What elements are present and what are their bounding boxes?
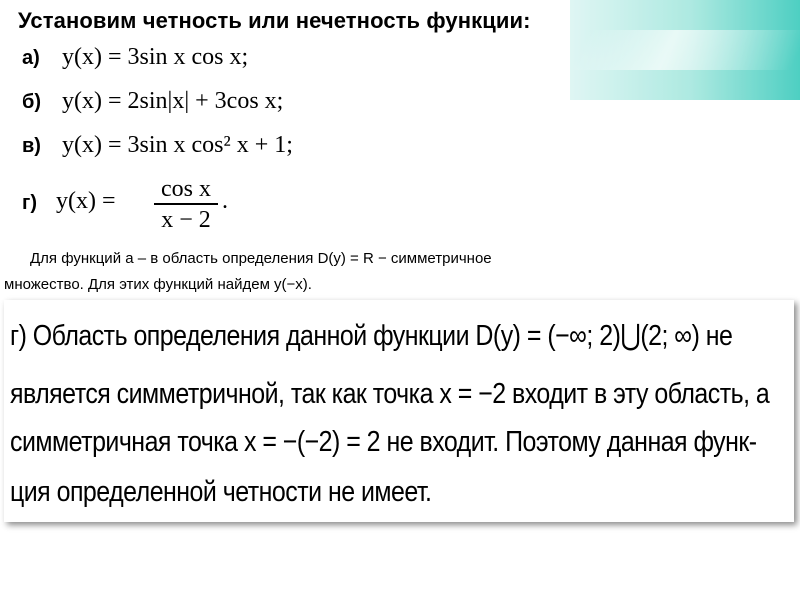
solution-line-4: ция определенной четности не имеет. (10, 476, 432, 508)
task-b-formula: y(x) = 2sin|x| + 3cos x; (62, 88, 284, 114)
solution-line-1: г) Область определения данной функции D(y) = (−∞; 2)⋃(2; ∞) не (10, 320, 733, 352)
task-v-label: в) (22, 135, 41, 157)
task-g-lhs: y(x) = (56, 188, 116, 214)
task-g-denominator: x − 2 (161, 207, 211, 233)
task-g-period: . (222, 188, 228, 214)
task-title: Установим четность или нечетность функции: (18, 8, 531, 33)
task-v (22, 132, 293, 159)
domain-note-line-1: Для функций а – в область определения D(y) = R − симметричное (30, 250, 492, 267)
domain-note (0, 244, 640, 300)
task-g-fraction (154, 176, 218, 235)
task-g-label: г) (22, 192, 37, 214)
domain-note-line-2: множество. Для этих функций найдем y(−x). (4, 276, 312, 293)
solution-block (4, 300, 794, 522)
task-b (22, 88, 283, 115)
task-g-numerator: cos x (154, 176, 218, 205)
task-a-formula: y(x) = 3sin x cos x; (62, 44, 249, 70)
slide-footer (0, 536, 800, 600)
solution-line-2: является симметричной, так как точка x = −2 входит в эту область, а (10, 378, 770, 410)
textbook-task-block (0, 0, 570, 244)
solution-line-3: симметричная точка x = −(−2) = 2 не входит. Поэтому данная функ- (10, 426, 757, 458)
slide-background-decoration (560, 0, 800, 100)
task-a (22, 44, 248, 71)
task-b-label: б) (22, 91, 42, 113)
task-a-label: а) (22, 47, 40, 69)
task-v-formula: y(x) = 3sin x cos² x + 1; (62, 132, 293, 158)
